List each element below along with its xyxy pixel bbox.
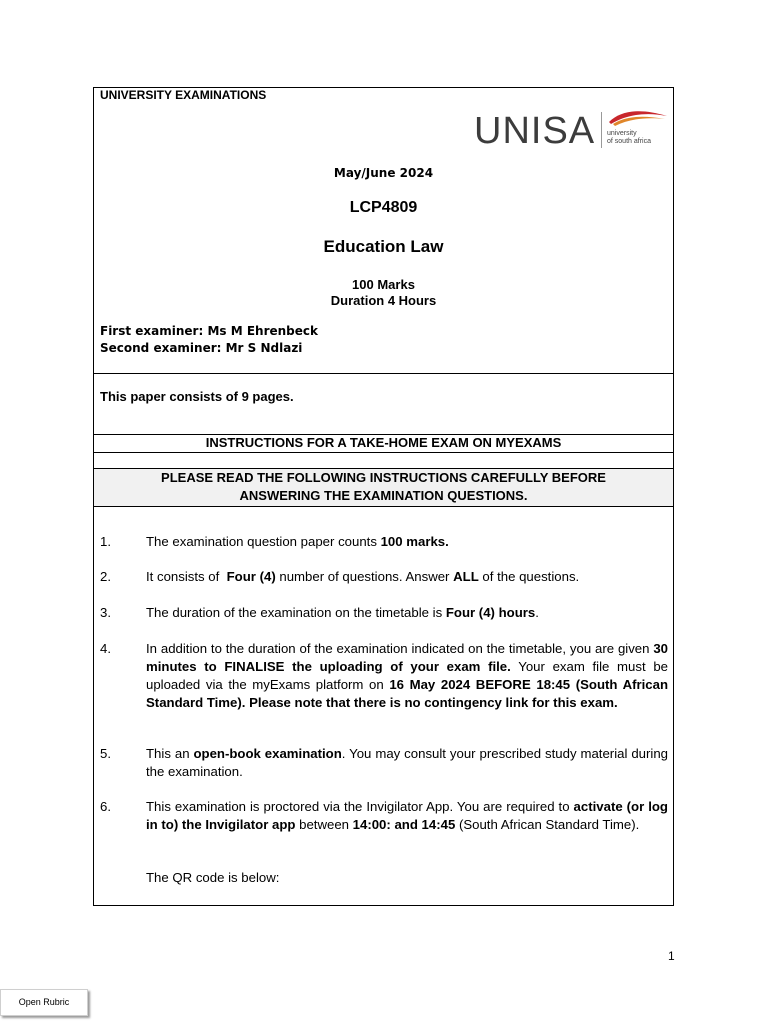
exam-cover-frame: UNIVERSITY EXAMINATIONS UNISA university of south africa May/June 2024 LCP4809 Education Law 100 Marks Duration 4 Hours First examiner: Ms M Ehrenbeck Second examiner: Mr S Ndlazi This paper consists of 9 pages. INSTRUCTIONS FOR A TAKE-HOME EXAM ON MYEXAMS PLEASE READ THE FOLLOWING INSTRUCTIONS CAREFULLY BEFORE ANSWERING THE EXAMINATION QUESTIONS. 1. The examination question paper counts 100 marks. 2. It consists of Four (4) number of questions. Answer ALL of the questions. 3. The duration of the examination on the timetable is Four (4) hours. 4. In addition to the duration of the examination indicated on the timetable, you are given 30 minutes to FINALISE the uploading of your exam file. Your exam file must be uploaded via the myExams platform on 16 May 2024 BEFORE 18:45 (South African Standard Time). Please note that there is no contingency link for this exam. 5. This an open-book examination. You may consult your prescribed study material during the examination. 6. This examination is proctored via the Invigilator App. You are required to activate (or log in to) the Invigilator app between 14:00: and 14:45 (South African Standard Time). The QR code is below: xyxy=(93,87,674,906)
second-examiner: Second examiner: Mr S Ndlazi xyxy=(100,341,303,355)
instructions-title: INSTRUCTIONS FOR A TAKE-HOME EXAM ON MYEXAMS xyxy=(205,435,562,450)
read-instructions-notice: PLEASE READ THE FOLLOWING INSTRUCTIONS CAREFULLY BEFORE ANSWERING THE EXAMINATION QUESTIONS. xyxy=(94,469,673,506)
duration: Duration 4 Hours xyxy=(330,293,437,308)
page-count-note: This paper consists of 9 pages. xyxy=(100,389,294,404)
total-marks: 100 Marks xyxy=(352,277,415,292)
divider xyxy=(94,373,673,374)
logo-tagline: university of south africa xyxy=(607,130,651,145)
subject-title: Education Law xyxy=(323,237,444,256)
logo-divider xyxy=(601,112,602,148)
module-code: LCP4809 xyxy=(349,199,418,216)
exam-date: May/June 2024 xyxy=(333,166,434,180)
university-examinations-label: UNIVERSITY EXAMINATIONS xyxy=(100,88,267,102)
logo-swoosh-icon xyxy=(607,108,669,128)
open-rubric-button[interactable]: Open Rubric xyxy=(0,989,88,1016)
divider xyxy=(94,506,673,507)
marks-duration xyxy=(94,277,673,309)
first-examiner: First examiner: Ms M Ehrenbeck xyxy=(100,324,318,338)
logo-wordmark: UNISA xyxy=(474,110,596,152)
page-number: 1 xyxy=(668,949,675,963)
divider xyxy=(94,452,673,453)
unisa-logo xyxy=(474,108,670,154)
